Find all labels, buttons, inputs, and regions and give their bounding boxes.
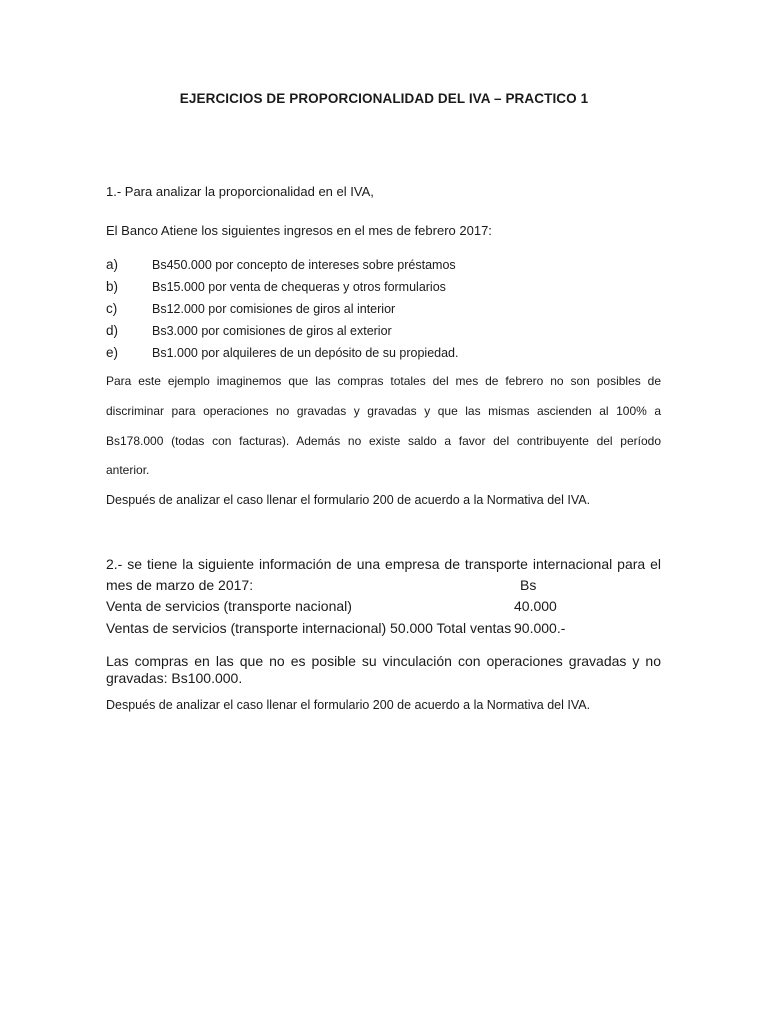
list-item — [106, 346, 666, 368]
section1-instruction: Después de analizar el caso llenar el formulario 200 de acuerdo a la Normativa del IVA. — [106, 493, 591, 507]
list-item-letter: a) — [106, 257, 119, 272]
list-item-text: Bs1.000 por alquileres de un depósito de su propiedad. — [152, 346, 459, 360]
international-sales-label: Ventas de servicios (transporte internacional) 50.000 Total ventas — [106, 620, 512, 636]
section2-period: mes de marzo de 2017: — [106, 577, 254, 593]
section2-line-3 — [106, 598, 661, 614]
paragraph-line-4: anterior. — [106, 463, 150, 477]
list-item-letter: b) — [106, 279, 119, 294]
purchases-line-1: Las compras en las que no es posible su vinculación con operaciones gravadas y no — [106, 653, 661, 669]
national-sales-value: 40.000 — [514, 598, 557, 614]
national-sales-label: Venta de servicios (transporte nacional) — [106, 598, 352, 614]
section2-line-4 — [106, 620, 661, 636]
list-item-text: Bs15.000 por venta de chequeras y otros formularios — [152, 280, 446, 294]
paragraph-line-2: discriminar para operaciones no gravadas y gravadas y que las mismas ascienden al 100% a — [106, 404, 661, 418]
total-sales-value: 90.000.- — [514, 620, 566, 636]
list-item — [106, 258, 666, 280]
list-item-text: Bs3.000 por comisiones de giros al exterior — [152, 324, 392, 338]
list-item-text: Bs12.000 por comisiones de giros al interior — [152, 302, 396, 316]
currency-header: Bs — [520, 577, 537, 593]
section1-statement: El Banco Atiene los siguientes ingresos en el mes de febrero 2017: — [106, 223, 492, 238]
paragraph-line-1: Para este ejemplo imaginemos que las compras totales del mes de febrero no son posibles de — [106, 374, 661, 388]
section1-intro: 1.- Para analizar la proporcionalidad en el IVA, — [106, 184, 374, 199]
list-item-text: Bs450.000 por concepto de intereses sobre préstamos — [152, 258, 456, 272]
list-item-letter: d) — [106, 323, 119, 338]
section2-instruction: Después de analizar el caso llenar el formulario 200 de acuerdo a la Normativa del IVA. — [106, 698, 591, 712]
paragraph-line-3: Bs178.000 (todas con facturas). Además no existe saldo a favor del contribuyente del período — [106, 434, 661, 448]
list-item — [106, 302, 666, 324]
list-item — [106, 280, 666, 302]
section2-line-1: 2.- se tiene la siguiente información de una empresa de transporte internacional para el — [106, 556, 661, 572]
document-title: EJERCICIOS DE PROPORCIONALIDAD DEL IVA – PRACTICO 1 — [179, 91, 589, 106]
list-item-letter: e) — [106, 345, 119, 360]
list-item-letter: c) — [106, 301, 118, 316]
list-item — [106, 324, 666, 346]
section2-line-2 — [106, 577, 661, 593]
income-list — [106, 258, 666, 368]
purchases-line-2: gravadas: Bs100.000. — [106, 670, 243, 686]
